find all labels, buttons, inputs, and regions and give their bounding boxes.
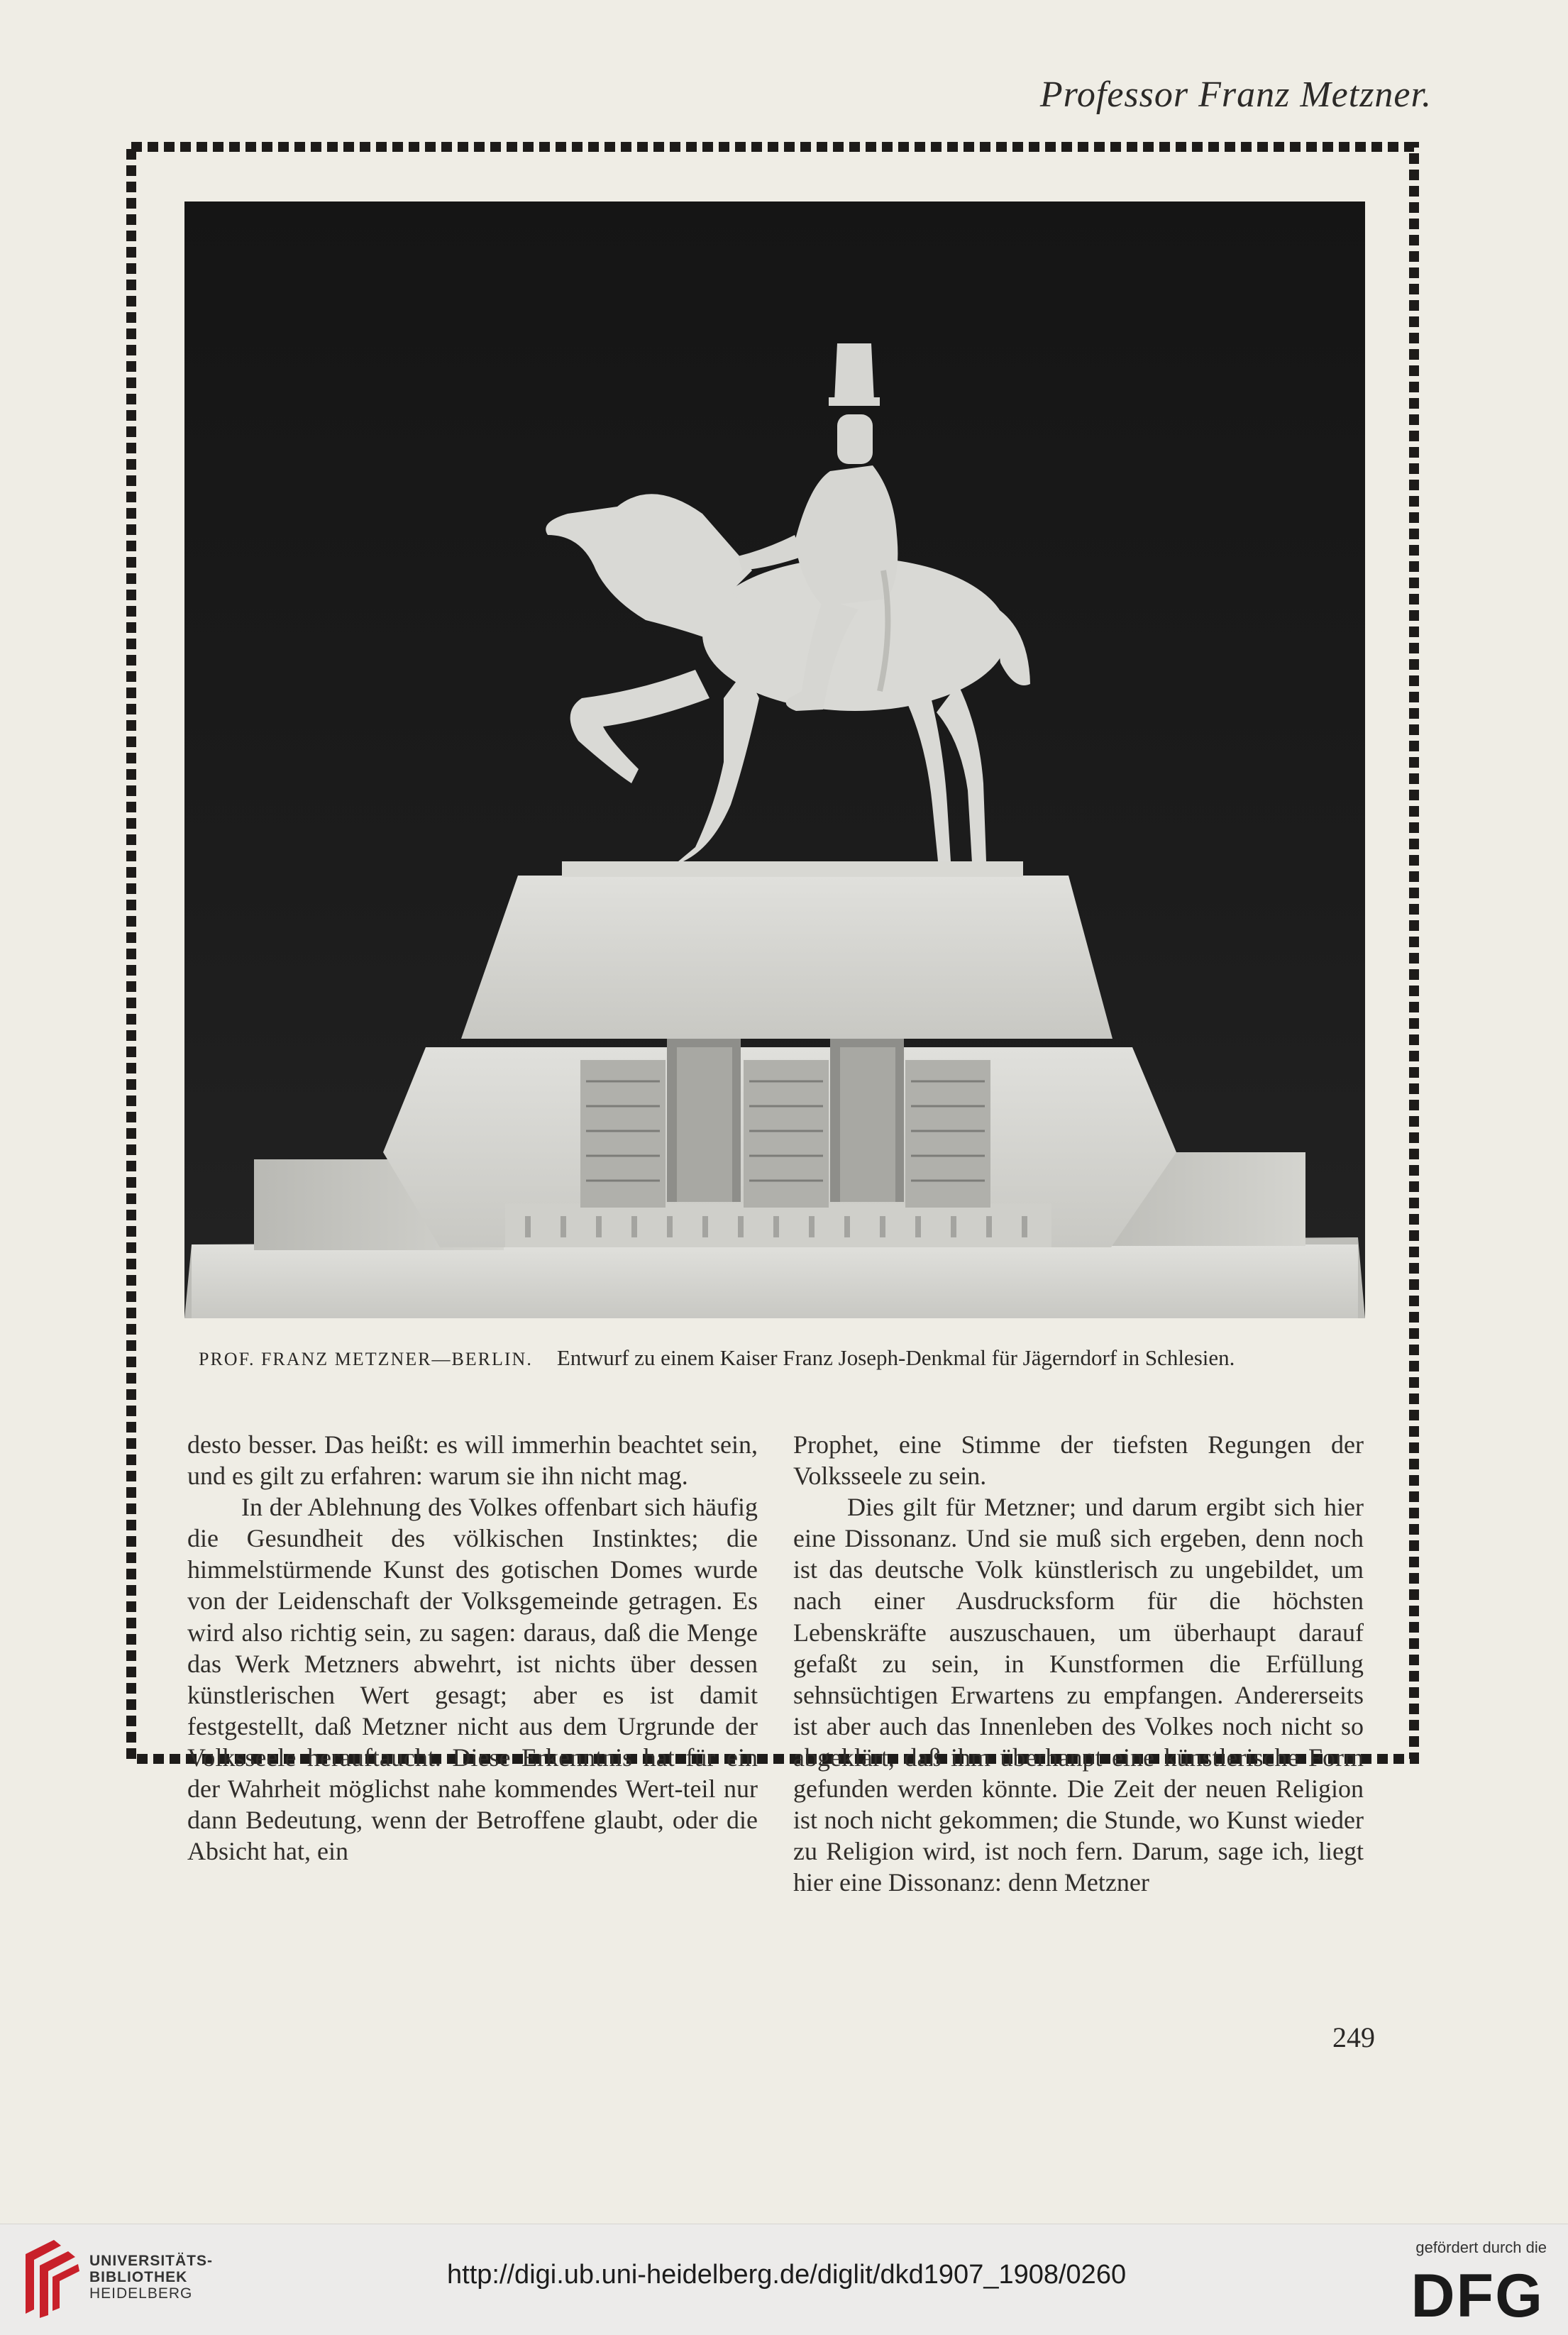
funding-note: gefördert durch die <box>1415 2239 1547 2256</box>
page-number: 249 <box>1332 2021 1375 2053</box>
library-line: HEIDELBERG <box>89 2285 193 2302</box>
footer-bar <box>0 2224 1568 2335</box>
library-name <box>89 2253 213 2302</box>
paragraph: desto besser. Das heißt: es will immerhin beachtet sein, und es gilt zu erfahren: warum sie ihn nicht mag. <box>187 1430 758 1491</box>
dfg-logo[interactable]: DFG <box>1410 2262 1544 2330</box>
paragraph: Prophet, eine Stimme der tiefsten Regungen der Volksseele zu sein. <box>793 1430 1364 1491</box>
photo-caption <box>199 1345 1362 1371</box>
text-column-right <box>793 1429 1364 1898</box>
library-line: UNIVERSITÄTS- <box>89 2253 214 2269</box>
permalink-url[interactable]: http://digi.ub.uni-heidelberg.de/diglit/dkd1907_1908/0260 <box>447 2260 1127 2290</box>
text-column-left <box>187 1429 758 1867</box>
monument-photograph <box>184 202 1365 1318</box>
running-head: Professor Franz Metzner. <box>1039 74 1432 115</box>
caption-text: Entwurf zu einem Kaiser Franz Joseph-Denkmal für Jägerndorf in Schlesien. <box>556 1345 1235 1370</box>
caption-credit: PROF. FRANZ METZNER—BERLIN. <box>199 1349 533 1369</box>
library-logo-icon[interactable] <box>18 2240 82 2321</box>
paragraph: In der Ablehnung des Volkes offenbart sich häufig die Gesundheit des völkischen Instinktes; die himmelstürmende Kunst des gotischen Domes wurde von der Leidenschaft der Volksgemeinde getragen. Es wird also richtig sein, zu sagen: daraus, daß die Menge das Werk Metzners abwehrt, ist nichts über dessen künstlerischen Wert gesagt; aber es ist damit festgestellt, daß Metzner nicht aus dem Urgrunde der Volksseele herauftaucht. Diese Erkenntnis hat für ein der Wahrheit möglichst nahe kommendes Wert-teil nur dann Bedeutung, wenn der Betroffene glaubt, oder die Absicht hat, ein <box>187 1493 758 1866</box>
paragraph: Dies gilt für Metzner; und darum ergibt sich hier eine Dissonanz. Und sie muß sich ergeben, denn noch ist das deutsche Volk künstlerisch zu ungebildet, um nach einer Ausdrucksform für die höchsten Lebenskräfte auszuschauen, um überhaupt darauf gefaßt zu sein, in Kunstformen die Erfüllung sehnsüchtigen Erwartens zu empfangen. Andererseits ist aber auch das Innenleben des Volkes noch nicht so abgeklärt, daß ihm überhanpt eine künstlerische Form gefunden werden könnte. Die Zeit der neuen Religion ist noch nicht gekommen; die Stunde, wo Kunst wieder zu Religion wird, ist noch fern. Darum, sage ich, liegt hier eine Dissonanz: denn Metzner <box>793 1493 1364 1897</box>
library-line: BIBLIOTHEK <box>89 2269 188 2285</box>
